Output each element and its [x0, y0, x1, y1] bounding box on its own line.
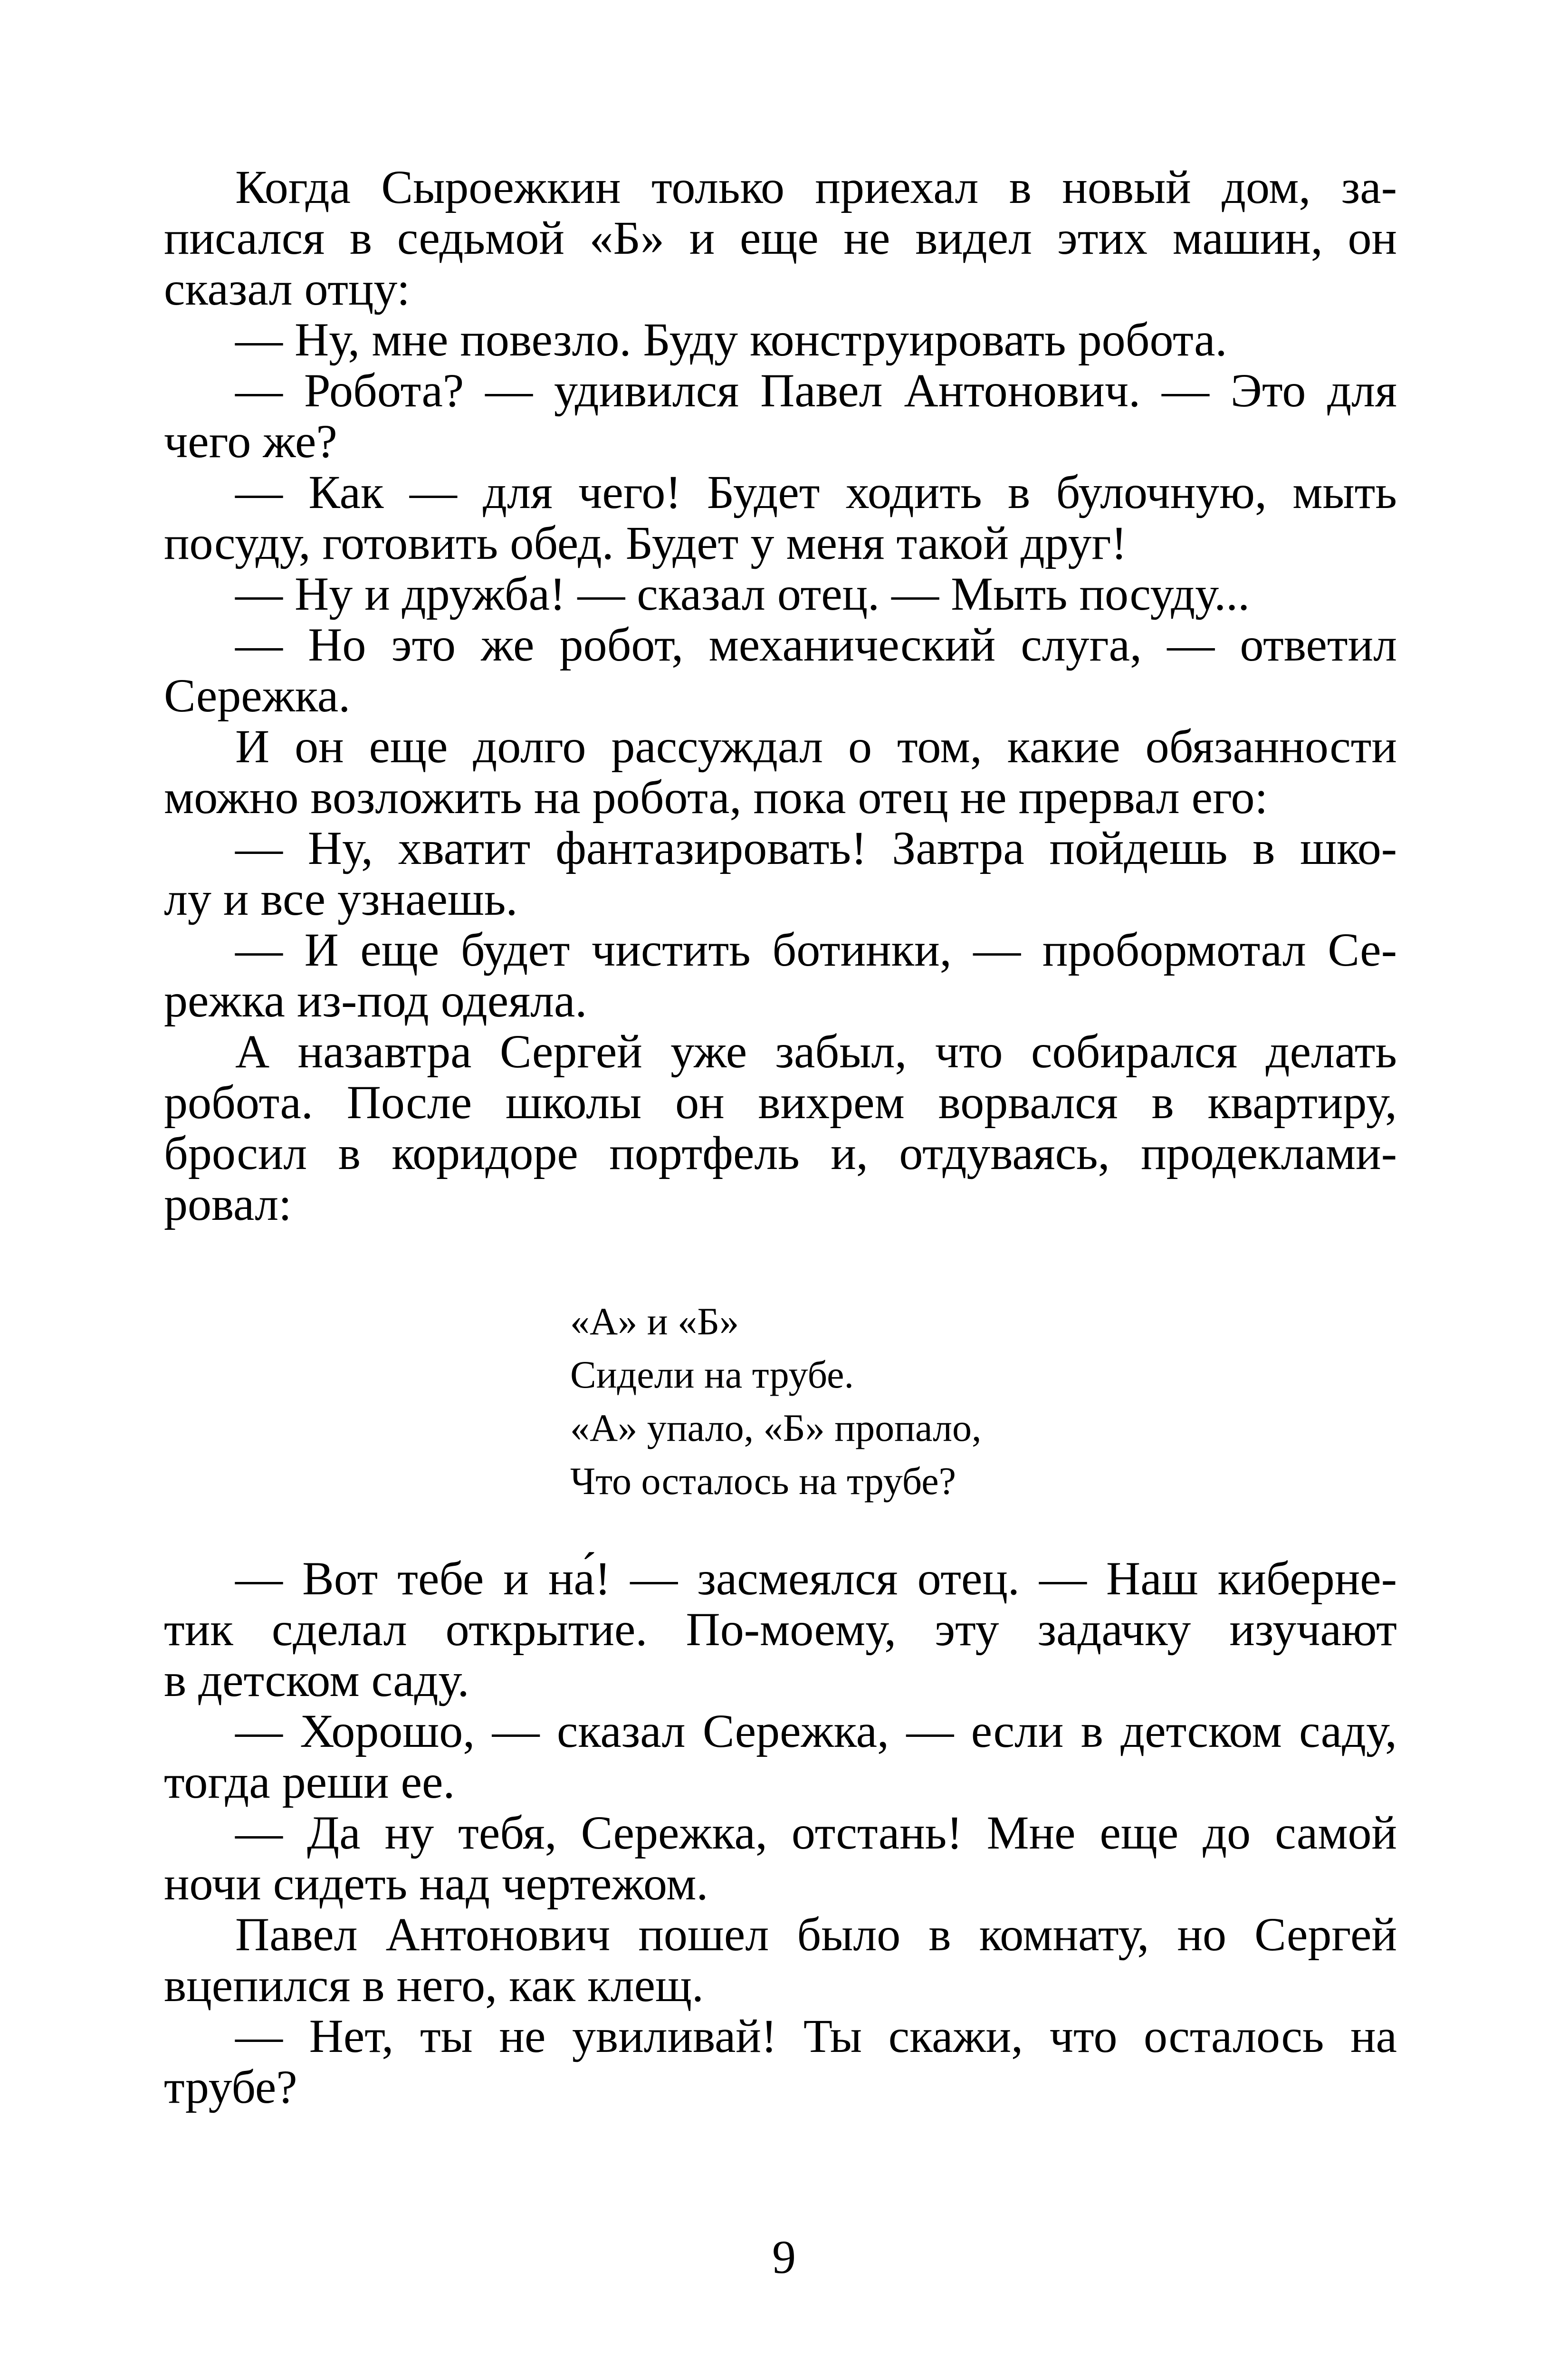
poem-verse — [570, 1295, 1235, 1508]
text-line: — Ну, хватит фантазировать! Завтра пойдешь в шко- — [235, 822, 1397, 874]
text-line: — Ну и дружба! — сказал отец. — Мыть посуду... — [235, 567, 1250, 620]
text-line: чего же? — [164, 415, 337, 468]
text-line: бросил в коридоре портфель и, отдуваясь, продеклами- — [164, 1127, 1397, 1179]
text-line: — Как — для чего! Будет ходить в булочную, мыть — [235, 466, 1397, 518]
text-line: тик сделал открытие. По-моему, эту задачку изучают — [164, 1603, 1397, 1656]
text-line: — Ну, мне повезло. Буду конструировать робота. — [235, 313, 1227, 366]
text-line: вцепился в него, как клещ. — [164, 1959, 704, 2012]
text-line: Сережка. — [164, 669, 351, 722]
poem-line: «А» и «Б» — [570, 1300, 739, 1343]
text-line: — Вот тебе и на́! — засмеялся отец. — Наш киберне- — [235, 1552, 1397, 1605]
text-line: трубе? — [164, 2060, 297, 2113]
poem-line: Что осталось на трубе? — [570, 1459, 956, 1503]
text-line: Когда Сыроежкин только приехал в новый дом, за- — [235, 161, 1397, 213]
prose-section-2 — [164, 1553, 1397, 2112]
text-line: писался в седьмой «Б» и еще не видел этих машин, он — [164, 211, 1397, 264]
text-line: — Нет, ты не увиливай! Ты скажи, что осталось на — [235, 2010, 1397, 2062]
prose-section-1 — [164, 162, 1397, 1229]
poem-line: Сидели на трубе. — [570, 1353, 854, 1396]
text-line: лу и все узнаешь. — [164, 872, 518, 925]
text-line: тогда реши ее. — [164, 1755, 455, 1808]
text-line: А назавтра Сергей уже забыл, что собирался делать — [235, 1025, 1397, 1078]
text-line: Павел Антонович пошел было в комнату, но Сергей — [235, 1908, 1397, 1961]
text-line: в детском саду. — [164, 1654, 469, 1706]
text-line: — И еще будет чистить ботинки, — пробормотал Се- — [235, 923, 1397, 976]
text-line: можно возложить на робота, пока отец не прервал его: — [164, 771, 1268, 824]
text-line: ровал: — [164, 1178, 292, 1230]
text-line: режка из-под одеяла. — [164, 974, 587, 1027]
page-number: 9 — [772, 2231, 796, 2283]
text-line: И он еще долго рассуждал о том, какие обязанности — [235, 720, 1397, 773]
text-line: сказал отцу: — [164, 262, 410, 315]
text-line: посуду, готовить обед. Будет у меня такой друг! — [164, 517, 1127, 569]
text-line: ночи сидеть над чертежом. — [164, 1857, 708, 1910]
poem-line: «А» упало, «Б» пропало, — [570, 1406, 982, 1449]
text-line: — Но это же робот, механический слуга, — ответил — [235, 618, 1397, 671]
text-line: — Робота? — удивился Павел Антонович. — Это для — [235, 364, 1397, 417]
text-line: робота. После школы он вихрем ворвался в квартиру, — [164, 1076, 1397, 1129]
text-line: — Хорошо, — сказал Сережка, — если в детском саду, — [235, 1705, 1397, 1757]
text-line: — Да ну тебя, Сережка, отстань! Мне еще до самой — [235, 1806, 1397, 1859]
